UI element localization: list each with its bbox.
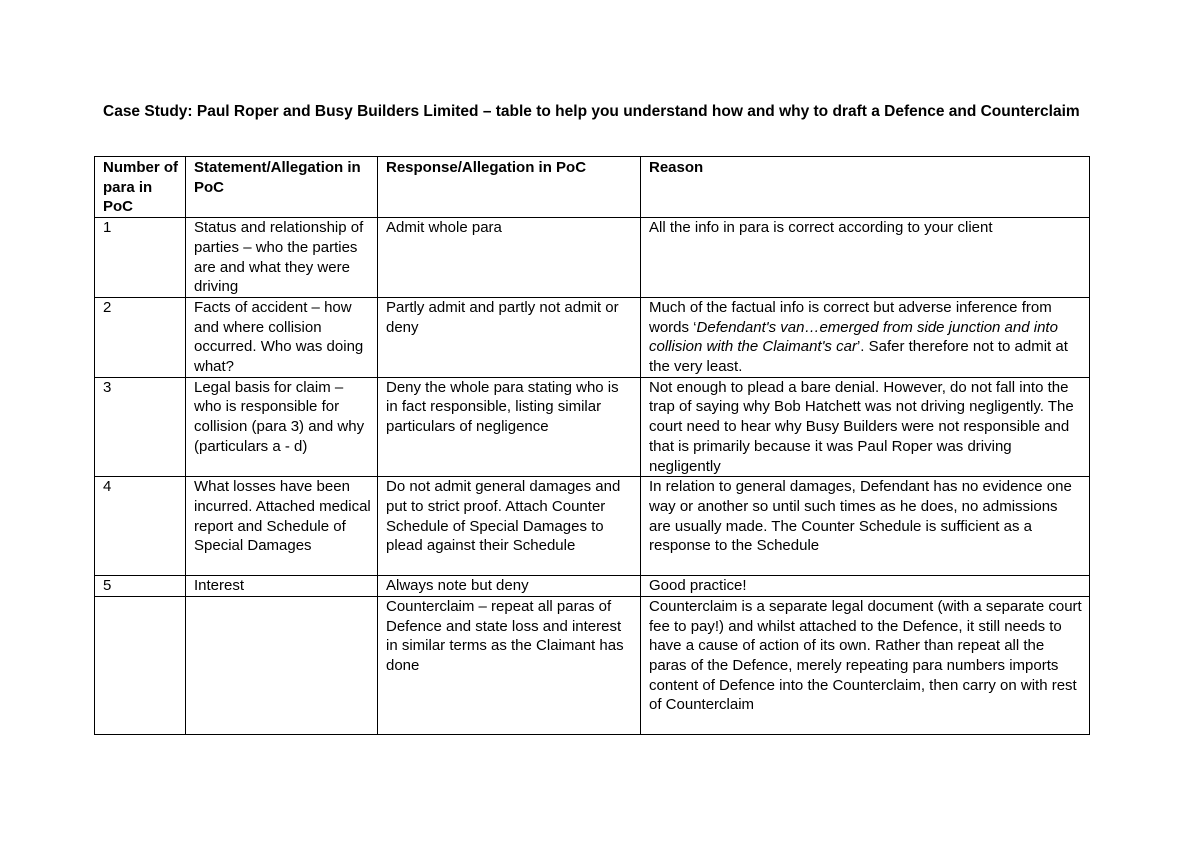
response-cell: Do not admit general damages and put to strict proof. Attach Counter Schedule of Special Damages to plead against their Schedule [378, 477, 641, 576]
poc-table [94, 156, 1090, 735]
para-number-cell: 1 [95, 218, 186, 298]
para-number-cell: 2 [95, 297, 186, 377]
header-para-number: Number of para in PoC [95, 157, 186, 218]
statement-cell [186, 596, 378, 734]
statement-cell: Interest [186, 576, 378, 597]
header-reason: Reason [641, 157, 1090, 218]
response-cell: Admit whole para [378, 218, 641, 298]
page-title: Case Study: Paul Roper and Busy Builders Limited – table to help you understand how and why to draft a Defence and Counterclaim [103, 103, 1080, 120]
statement-cell: Status and relationship of parties – who the parties are and what they were driving [186, 218, 378, 298]
statement-cell: Facts of accident – how and where collision occurred. Who was doing what? [186, 297, 378, 377]
table-row [95, 218, 1090, 298]
reason-cell: In relation to general damages, Defendant has no evidence one way or another so until such times as he does, no admissions are usually made. The Counter Schedule is sufficient as a response to the Schedule [641, 477, 1090, 576]
table-header-row [95, 157, 1090, 218]
table-row [95, 377, 1090, 477]
response-cell: Always note but deny [378, 576, 641, 597]
header-response: Response/Allegation in PoC [378, 157, 641, 218]
reason-text-after: ’. Safer therefore not to admit at the very least. [649, 338, 1068, 376]
table-row [95, 297, 1090, 377]
reason-cell: Counterclaim is a separate legal document (with a separate court fee to pay!) and whilst attached to the Defence, it still needs to have a cause of action of its own. Rather than repeat all the paras of the Defence, merely repeating para numbers imports content of Defence into the Counterclaim, then carry on with rest of Counterclaim [641, 596, 1090, 734]
reason-cell: Not enough to plead a bare denial. However, do not fall into the trap of saying why Bob Hatchett was not driving negligently. The court need to hear why Busy Builders were not responsible and that is primarily because it was Paul Roper was driving negligently [641, 377, 1090, 477]
quoted-poc-text: Defendant's van…emerged from side junction and into collision with the Claimant's car [649, 318, 1058, 356]
reason-cell: All the info in para is correct according to your client [641, 218, 1090, 298]
table-row [95, 477, 1090, 576]
reason-cell: Good practice! [641, 576, 1090, 597]
header-statement: Statement/Allegation in PoC [186, 157, 378, 218]
response-cell: Counterclaim – repeat all paras of Defence and state loss and interest in similar terms as the Claimant has done [378, 596, 641, 734]
reason-text-before: Much of the factual info is correct but adverse inference from words ‘ [649, 298, 1052, 336]
reason-cell [641, 297, 1090, 377]
response-cell: Partly admit and partly not admit or deny [378, 297, 641, 377]
response-cell: Deny the whole para stating who is in fact responsible, listing similar particulars of negligence [378, 377, 641, 477]
para-number-cell: 4 [95, 477, 186, 576]
table-row [95, 596, 1090, 734]
para-number-cell: 3 [95, 377, 186, 477]
para-number-cell [95, 596, 186, 734]
table-row [95, 576, 1090, 597]
statement-cell: What losses have been incurred. Attached medical report and Schedule of Special Damages [186, 477, 378, 576]
para-number-cell: 5 [95, 576, 186, 597]
statement-cell: Legal basis for claim – who is responsible for collision (para 3) and why (particulars a - d) [186, 377, 378, 477]
